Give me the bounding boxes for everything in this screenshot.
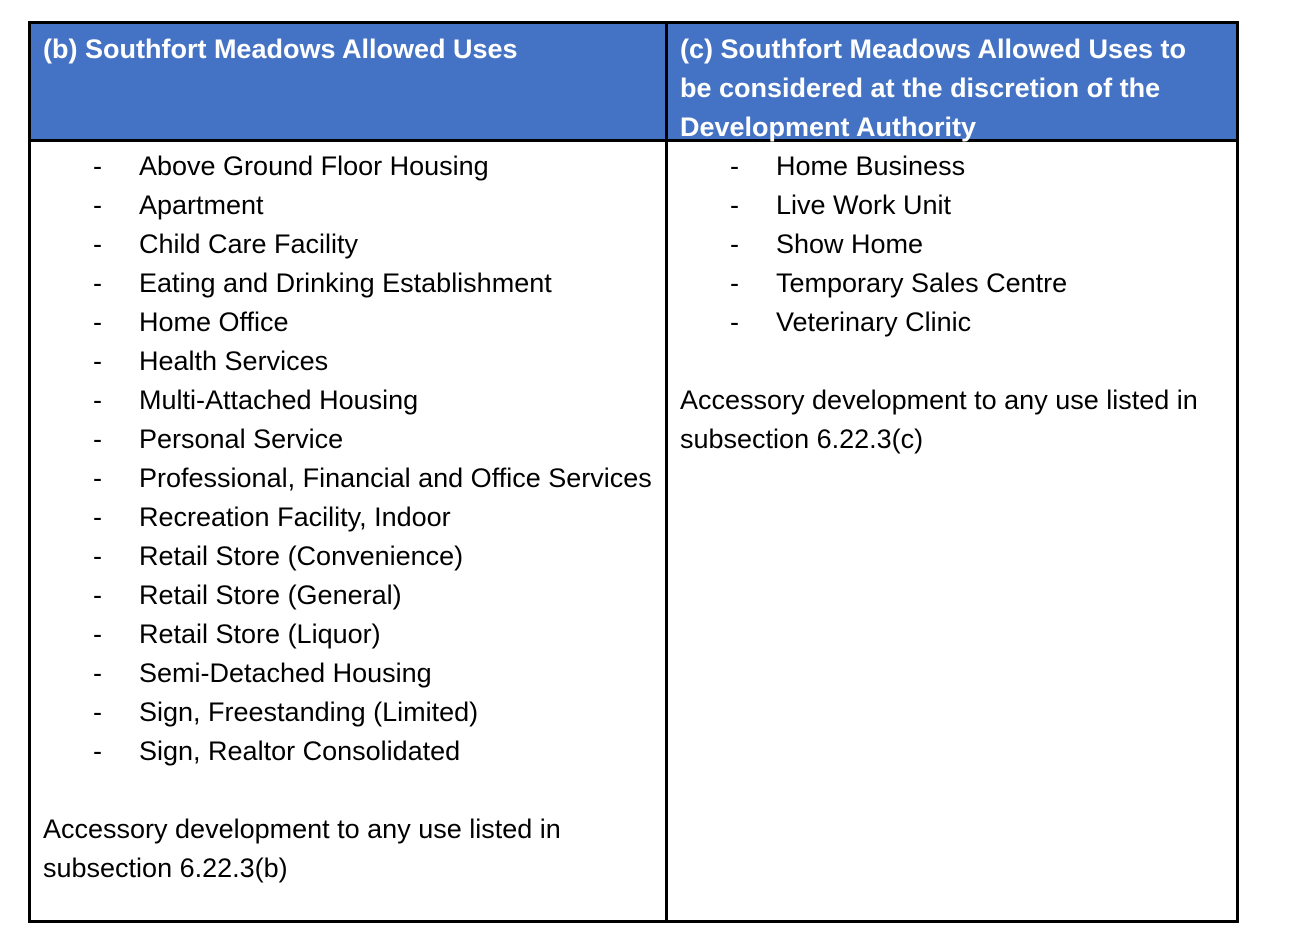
dash-bullet: -: [93, 190, 102, 220]
dash-bullet: -: [730, 307, 739, 337]
list-item: [43, 576, 655, 615]
list-item-label: Personal Service: [139, 424, 344, 454]
list-item-label: Above Ground Floor Housing: [139, 151, 489, 181]
list-item: [43, 693, 655, 732]
list-item-label: Temporary Sales Centre: [776, 268, 1068, 298]
column-c: [668, 24, 1236, 920]
dash-bullet: -: [93, 736, 102, 766]
dash-bullet: -: [93, 307, 102, 337]
column-b-allowed-uses-list: [43, 147, 655, 771]
dash-bullet: -: [93, 580, 102, 610]
dash-bullet: -: [730, 268, 739, 298]
column-c-header: (c) Southfort Meadows Allowed Uses to be considered at the discretion of the Development Authority: [668, 24, 1236, 142]
list-item-label: Veterinary Clinic: [776, 307, 972, 337]
list-item-label: Home Office: [139, 307, 289, 337]
list-item: [43, 381, 655, 420]
list-item: [43, 186, 655, 225]
list-item: [43, 615, 655, 654]
list-item: [43, 225, 655, 264]
list-item-label: Retail Store (General): [139, 580, 402, 610]
list-item: [680, 186, 1226, 225]
column-b-accessory-note: Accessory development to any use listed in subsection 6.22.3(b): [43, 814, 561, 883]
list-item-label: Retail Store (Convenience): [139, 541, 464, 571]
list-item-label: Live Work Unit: [776, 190, 952, 220]
list-item: [43, 342, 655, 381]
list-item: [680, 264, 1226, 303]
list-item-label: Child Care Facility: [139, 229, 359, 259]
list-item-label: Sign, Realtor Consolidated: [139, 736, 461, 766]
list-item-label: Retail Store (Liquor): [139, 619, 381, 649]
list-item: [43, 654, 655, 693]
dash-bullet: -: [93, 541, 102, 571]
allowed-uses-table: [28, 21, 1239, 923]
column-b-body: [31, 142, 665, 920]
column-c-body: [668, 142, 1236, 920]
list-item: [43, 420, 655, 459]
list-item: [680, 303, 1226, 342]
list-item: [43, 498, 655, 537]
column-b-header: (b) Southfort Meadows Allowed Uses: [31, 24, 665, 142]
list-item-label: Recreation Facility, Indoor: [139, 502, 451, 532]
dash-bullet: -: [93, 346, 102, 376]
list-item: [43, 303, 655, 342]
dash-bullet: -: [93, 151, 102, 181]
dash-bullet: -: [93, 463, 102, 493]
list-item-label: Apartment: [139, 190, 264, 220]
list-item-label: Show Home: [776, 229, 924, 259]
dash-bullet: -: [730, 190, 739, 220]
list-item-label: Health Services: [139, 346, 329, 376]
dash-bullet: -: [93, 619, 102, 649]
dash-bullet: -: [93, 697, 102, 727]
dash-bullet: -: [93, 385, 102, 415]
list-item-label: Eating and Drinking Establishment: [139, 268, 552, 298]
list-item: [43, 147, 655, 186]
list-item: [680, 147, 1226, 186]
dash-bullet: -: [93, 658, 102, 688]
dash-bullet: -: [93, 502, 102, 532]
list-item-label: Home Business: [776, 151, 966, 181]
dash-bullet: -: [93, 424, 102, 454]
dash-bullet: -: [730, 229, 739, 259]
list-item: [680, 225, 1226, 264]
list-item: [43, 537, 655, 576]
list-item: [43, 459, 655, 498]
list-item-label: Multi-Attached Housing: [139, 385, 419, 415]
dash-bullet: -: [93, 229, 102, 259]
dash-bullet: -: [730, 151, 739, 181]
column-c-allowed-uses-list: [680, 147, 1226, 342]
list-item: [43, 732, 655, 771]
list-item-label: Sign, Freestanding (Limited): [139, 697, 479, 727]
column-c-accessory-note: Accessory development to any use listed in subsection 6.22.3(c): [680, 385, 1198, 454]
column-b: [31, 24, 668, 920]
dash-bullet: -: [93, 268, 102, 298]
list-item-label: Semi-Detached Housing: [139, 658, 432, 688]
list-item: [43, 264, 655, 303]
list-item-label: Professional, Financial and Office Services: [139, 463, 652, 493]
